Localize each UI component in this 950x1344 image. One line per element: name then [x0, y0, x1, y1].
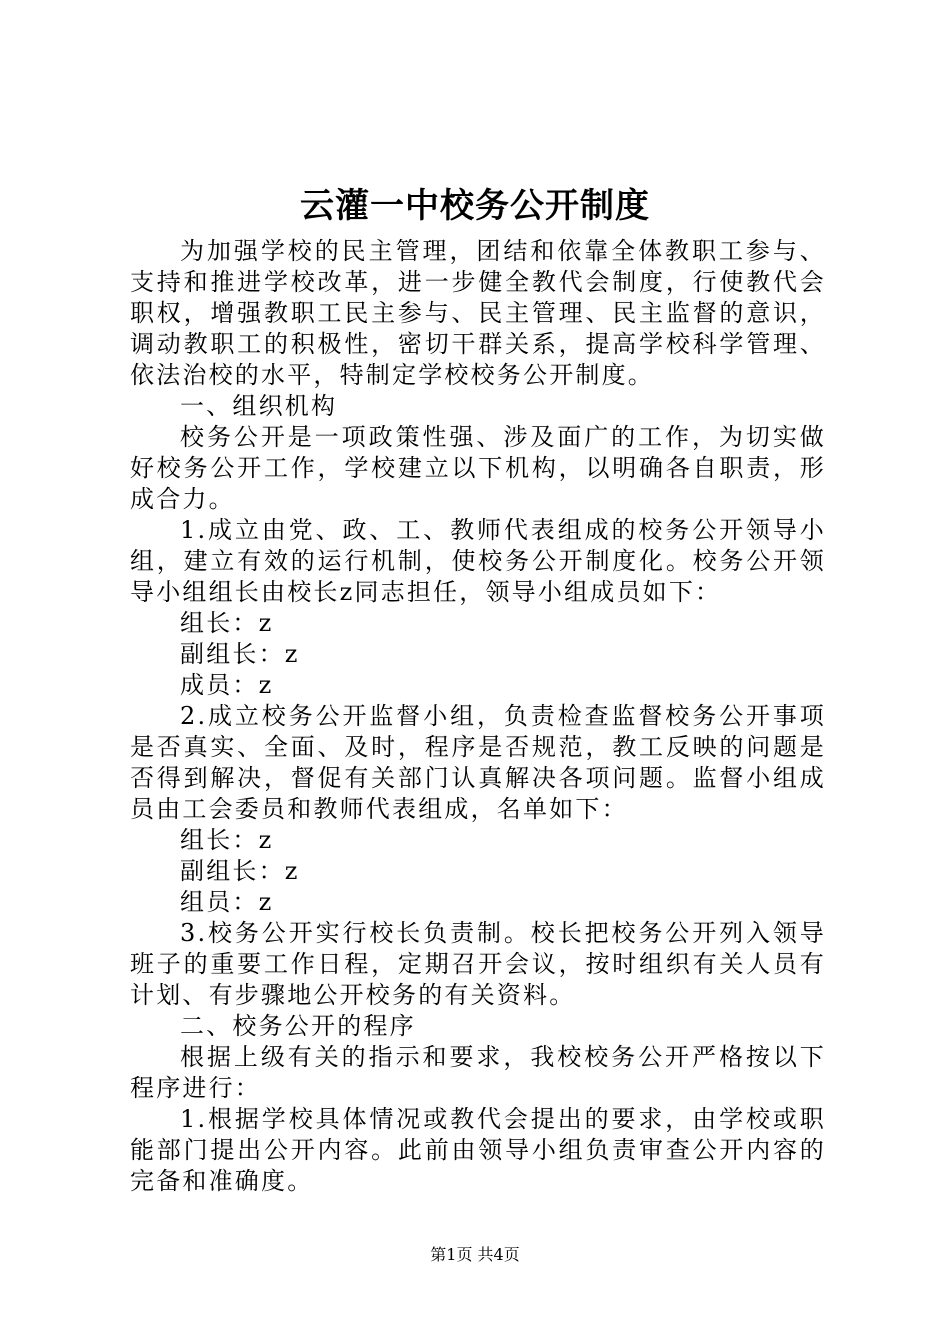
paragraph-organization-intro: 校务公开是一项政策性强、涉及面广的工作，为切实做好校务公开工作，学校建立以下机构，以明确各自职责，形成合力。 — [130, 423, 826, 513]
paragraph-leading-group: 1.成立由党、政、工、教师代表组成的校务公开领导小组，建立有效的运行机制，使校务公开制度化。校务公开领导小组组长由校长z同志担任，领导小组成员如下： — [130, 516, 826, 606]
supervision-group-leader: 组长：z — [180, 826, 274, 854]
paragraph-supervision-group: 2.成立校务公开监督小组，负责检查监督校务公开事项是否真实、全面、及时，程序是否规范，教工反映的问题是否得到解决，督促有关部门认真解决各项问题。监督小组成员由工会委员和教师代表组成，名单如下： — [130, 702, 826, 823]
paragraph-principal-responsibility: 3.校务公开实行校长负责制。校长把校务公开列入领导班子的重要工作日程，定期召开会议，按时组织有关人员有计划、有步骤地公开校务的有关资料。 — [130, 919, 826, 1009]
paragraph-intro: 为加强学校的民主管理，团结和依靠全体教职工参与、支持和推进学校改革，进一步健全教代会制度，行使教代会职权，增强教职工民主参与、民主管理、民主监督的意识，调动教职工的积极性，密切干群关系，提高学校科学管理、依法治校的水平，特制定学校校务公开制度。 — [130, 237, 826, 389]
paragraph-procedure-step-1: 1.根据学校具体情况或教代会提出的要求，由学校或职能部门提出公开内容。此前由领导小组负责审查公开内容的完备和准确度。 — [130, 1105, 826, 1195]
section-heading-procedure: 二、校务公开的程序 — [180, 1012, 416, 1040]
paragraph-procedure-intro: 根据上级有关的指示和要求，我校校务公开严格按以下程序进行： — [130, 1043, 826, 1102]
leading-group-leader: 组长：z — [180, 609, 274, 637]
page-footer: 第1页 共4页 — [430, 1245, 520, 1264]
section-heading-organization: 一、组织机构 — [180, 392, 338, 420]
supervision-group-deputy: 副组长：z — [180, 857, 300, 885]
document-body — [130, 236, 826, 1197]
document-title: 云灌一中校务公开制度 — [300, 186, 650, 226]
leading-group-deputy: 副组长：z — [180, 640, 300, 668]
supervision-group-members: 组员：z — [180, 888, 274, 916]
leading-group-members: 成员：z — [180, 671, 274, 699]
